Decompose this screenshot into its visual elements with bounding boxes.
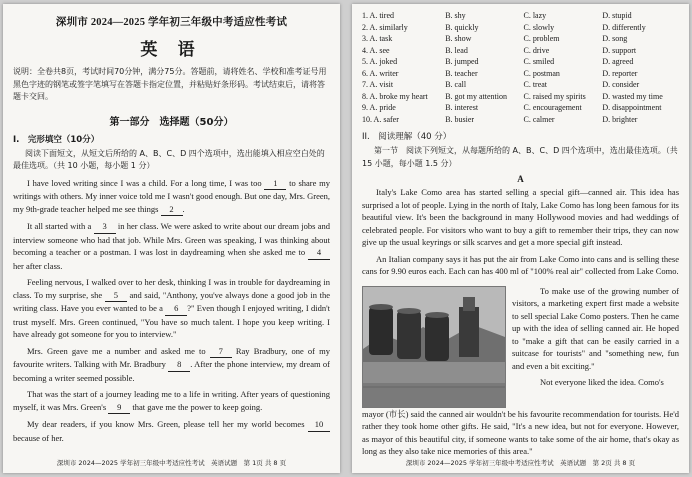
option-row — [362, 79, 679, 91]
cloze-paragraph — [13, 177, 330, 217]
option-row — [362, 33, 679, 45]
cloze-text: that gave me the power to keep going. — [130, 401, 263, 412]
option-cell: 1. A. tired — [362, 11, 394, 21]
cloze-blank: 6 — [165, 302, 187, 316]
lake-como-photo — [362, 286, 506, 408]
cloze-text: Ray Bradbury, one of my favourite writers. Talking with Mr. Bradbury — [13, 345, 330, 369]
option-cell: B. lead — [445, 45, 468, 55]
option-row — [362, 10, 679, 22]
cloze-blank: 7 — [210, 345, 232, 359]
option-cell: 6. A. writer — [362, 68, 399, 78]
option-cell: 10. A. safer — [362, 114, 399, 124]
option-cell: D. song — [602, 34, 628, 44]
cloze-text: My dear readers, if you know Mrs. Green, please tell her my world becomes — [27, 419, 308, 429]
option-cell: D. brighter — [602, 114, 638, 124]
exam-page-1 — [3, 4, 340, 473]
option-row — [362, 22, 679, 34]
cloze-text: and said, "Anthony, you've always done a good job in the writing class. Have you ever wanted to be a — [13, 289, 330, 313]
cloze-text: ?" Even though I enjoyed writing, I didn't trust myself. Mrs. Green continued, "You have so much talent. I hope you keep writing. I have already got someone for you to interview." — [13, 303, 330, 339]
cloze-paragraph — [13, 220, 330, 272]
option-cell: C. problem — [523, 34, 560, 44]
cloze-blank: 1 — [264, 177, 286, 191]
subject-title: 英 语 — [140, 40, 203, 59]
option-cell: B. quickly — [445, 22, 479, 32]
option-row — [362, 102, 679, 114]
page-footer: 深圳市 2024—2025 学年初三年级中考适应性考试 英语试题 第 2页 共 8 页 — [405, 459, 636, 467]
cloze-text: Mrs. Green gave me a number and asked me to — [27, 345, 210, 356]
option-cell: D. disappointment — [602, 103, 662, 113]
passage-label: A — [517, 174, 524, 184]
option-cell: B. got my attention — [445, 91, 507, 101]
cloze-text: It all started with a — [27, 221, 94, 231]
page-footer: 深圳市 2024—2025 学年初三年级中考适应性考试 英语试题 第 1页 共 8 页 — [56, 459, 287, 467]
option-cell: D. wasted my time — [602, 91, 663, 101]
option-cell: 5. A. joked — [362, 57, 398, 67]
option-cell: 9. A. pride — [362, 103, 396, 113]
option-cell: D. differently — [602, 22, 646, 32]
option-cell: 3. A. task — [362, 34, 393, 44]
cloze-blank: 5 — [105, 289, 127, 303]
cloze-text: That was the start of a journey leading me to a life in writing. After years of questioning myself, it was Mrs. Green's — [13, 389, 330, 412]
option-cell: 8. A. broke my heart — [362, 91, 428, 101]
option-cell: D. reporter — [602, 68, 638, 78]
cloze-blank: 3 — [94, 220, 116, 234]
cloze-options-table — [362, 10, 679, 125]
option-cell: B. teacher — [445, 68, 478, 78]
option-cell: D. support — [602, 45, 637, 55]
cloze-paragraph — [13, 418, 330, 444]
option-cell: B. jumped — [445, 57, 479, 67]
cloze-text: because of her. — [13, 432, 64, 443]
cloze-text: Feeling nervous, I walked over to her desk, thinking I was in trouble for daydreaming in class. To my surprise, she — [13, 277, 330, 300]
option-cell: C. lazy — [523, 11, 547, 21]
option-cell: C. raised my spirits — [523, 91, 586, 101]
option-cell: 4. A. see — [362, 45, 390, 55]
option-row — [362, 91, 679, 103]
option-row — [362, 45, 679, 57]
cloze-blank: 8 — [168, 358, 190, 372]
cloze-passage — [13, 177, 330, 445]
cloze-text: . After the phone interview, my dream of becoming a writer seemed possible. — [13, 359, 330, 383]
cloze-blank: 9 — [108, 401, 130, 415]
cloze-text: to share my writings with others. My inner voice told me I wasn't good enough. But one day, Mrs. Green, my 9th-grade teacher helped me see things — [13, 177, 330, 214]
option-cell: D. agreed — [602, 57, 634, 67]
cloze-text: her after class. — [13, 260, 63, 271]
section-heading-reading: II. 阅读理解（40 分） — [362, 132, 452, 142]
option-cell: C. postman — [523, 68, 560, 78]
option-cell: 7. A. visit — [362, 80, 394, 90]
cloze-blank: 2 — [161, 203, 183, 217]
reading-instruction: 第一节 阅读下列短文，从每题所给的 A、B、C、D 四个选项中，选出最佳选项。（共 15 小题，每小题 1.5 分） — [362, 146, 678, 168]
option-cell: B. shy — [445, 11, 466, 21]
passage-paragraph: To make use of the growing number of visitors, a marketing expert first made a website to sell special Lake Como posters. Then he came up with the idea of selling canned air. He hoped to "make a gift that can be easily carried in a suitcase for tourists" and "something new, fun and even a bit exciting." — [512, 285, 679, 371]
option-cell: C. treat — [523, 80, 548, 90]
exam-title: 深圳市 2024—2025 学年初三年级中考适应性考试 — [55, 17, 288, 28]
exam-notes: 说明：全卷共8页，考试时间70分钟，满分75分。答题前，请将姓名、学校和准考证号用黑色字迹的钢笔或签字笔填写在答题卡指定位置，并粘贴好条形码。考试结束后，请将答题卡交回。 — [13, 67, 327, 101]
option-cell: C. smiled — [523, 57, 555, 67]
cloze-text: . — [182, 203, 185, 214]
passage-paragraph: Not everyone liked the idea. Como's — [540, 377, 664, 387]
passage-paragraph: Italy's Lake Como area has started selling a special gift—canned air. This idea has surprised a lot of people. Lying in the north of Italy, Lake Como has long been famous for its beautiful view. It's been the background in many Hollywood movies and had weddings of celebrated people. For visitors who want to buy a gift to remember their trips, they can now give up the usual keyrings or silk scarves and get a more special gift instead. — [362, 187, 679, 247]
option-cell: B. busier — [445, 114, 475, 124]
section-instruction: 阅读下面短文，从短文后所给的 A、B、C、D 四个选项中，选出能填入相应空白处的最佳选项。（共 10 小题，每小题 1 分） — [13, 148, 325, 170]
passage-paragraph: mayor (市长) said the canned air wouldn't be his favourite recommendation for tourists. He'd rather they took home other gifts. He said, "It's a new idea, but not for everyone. However, as mayor of this beautiful city, if someone wants to take some of the air home, that's okay as long as they also take nice memories of this area." — [362, 408, 680, 456]
option-cell: B. call — [445, 80, 467, 90]
option-row — [362, 68, 679, 80]
passage-paragraph: An Italian company says it has put the air from Lake Como into cans and is selling these cans for 9.90 euros each. Each can has 400 ml of "100% real air" collected from Lake Como. — [362, 253, 679, 276]
option-cell: B. interest — [445, 103, 479, 113]
option-row — [362, 114, 679, 126]
option-cell: C. drive — [523, 45, 550, 55]
option-cell: 2. A. similarly — [362, 22, 408, 32]
part-title: 第一部分 选择题（50分） — [109, 116, 234, 128]
option-row — [362, 56, 679, 68]
cloze-blank: 10 — [308, 418, 330, 432]
exam-page-2 — [352, 4, 689, 473]
option-cell: D. stupid — [602, 11, 632, 21]
cloze-text: I have loved writing since I was a child. For a long time, I was too — [27, 177, 265, 188]
cloze-paragraph — [13, 388, 330, 414]
section-heading: I. 完形填空（10分） — [13, 134, 100, 145]
cloze-text: in her class. We were asked to write about our dream jobs and interview someone who had that job. While Mrs. Green was speaking, I was thinking about becoming a teacher or a postman. I was lost in daydreaming when she asked me to — [13, 221, 330, 257]
option-cell: B. show — [445, 34, 472, 44]
option-cell: C. calmer — [523, 114, 555, 124]
cloze-blank: 4 — [308, 246, 330, 260]
option-cell: C. encouragement — [523, 103, 582, 113]
option-cell: C. slowly — [523, 22, 555, 32]
cloze-paragraph — [13, 345, 330, 385]
option-cell: D. consider — [602, 80, 640, 90]
cloze-paragraph — [13, 276, 330, 341]
